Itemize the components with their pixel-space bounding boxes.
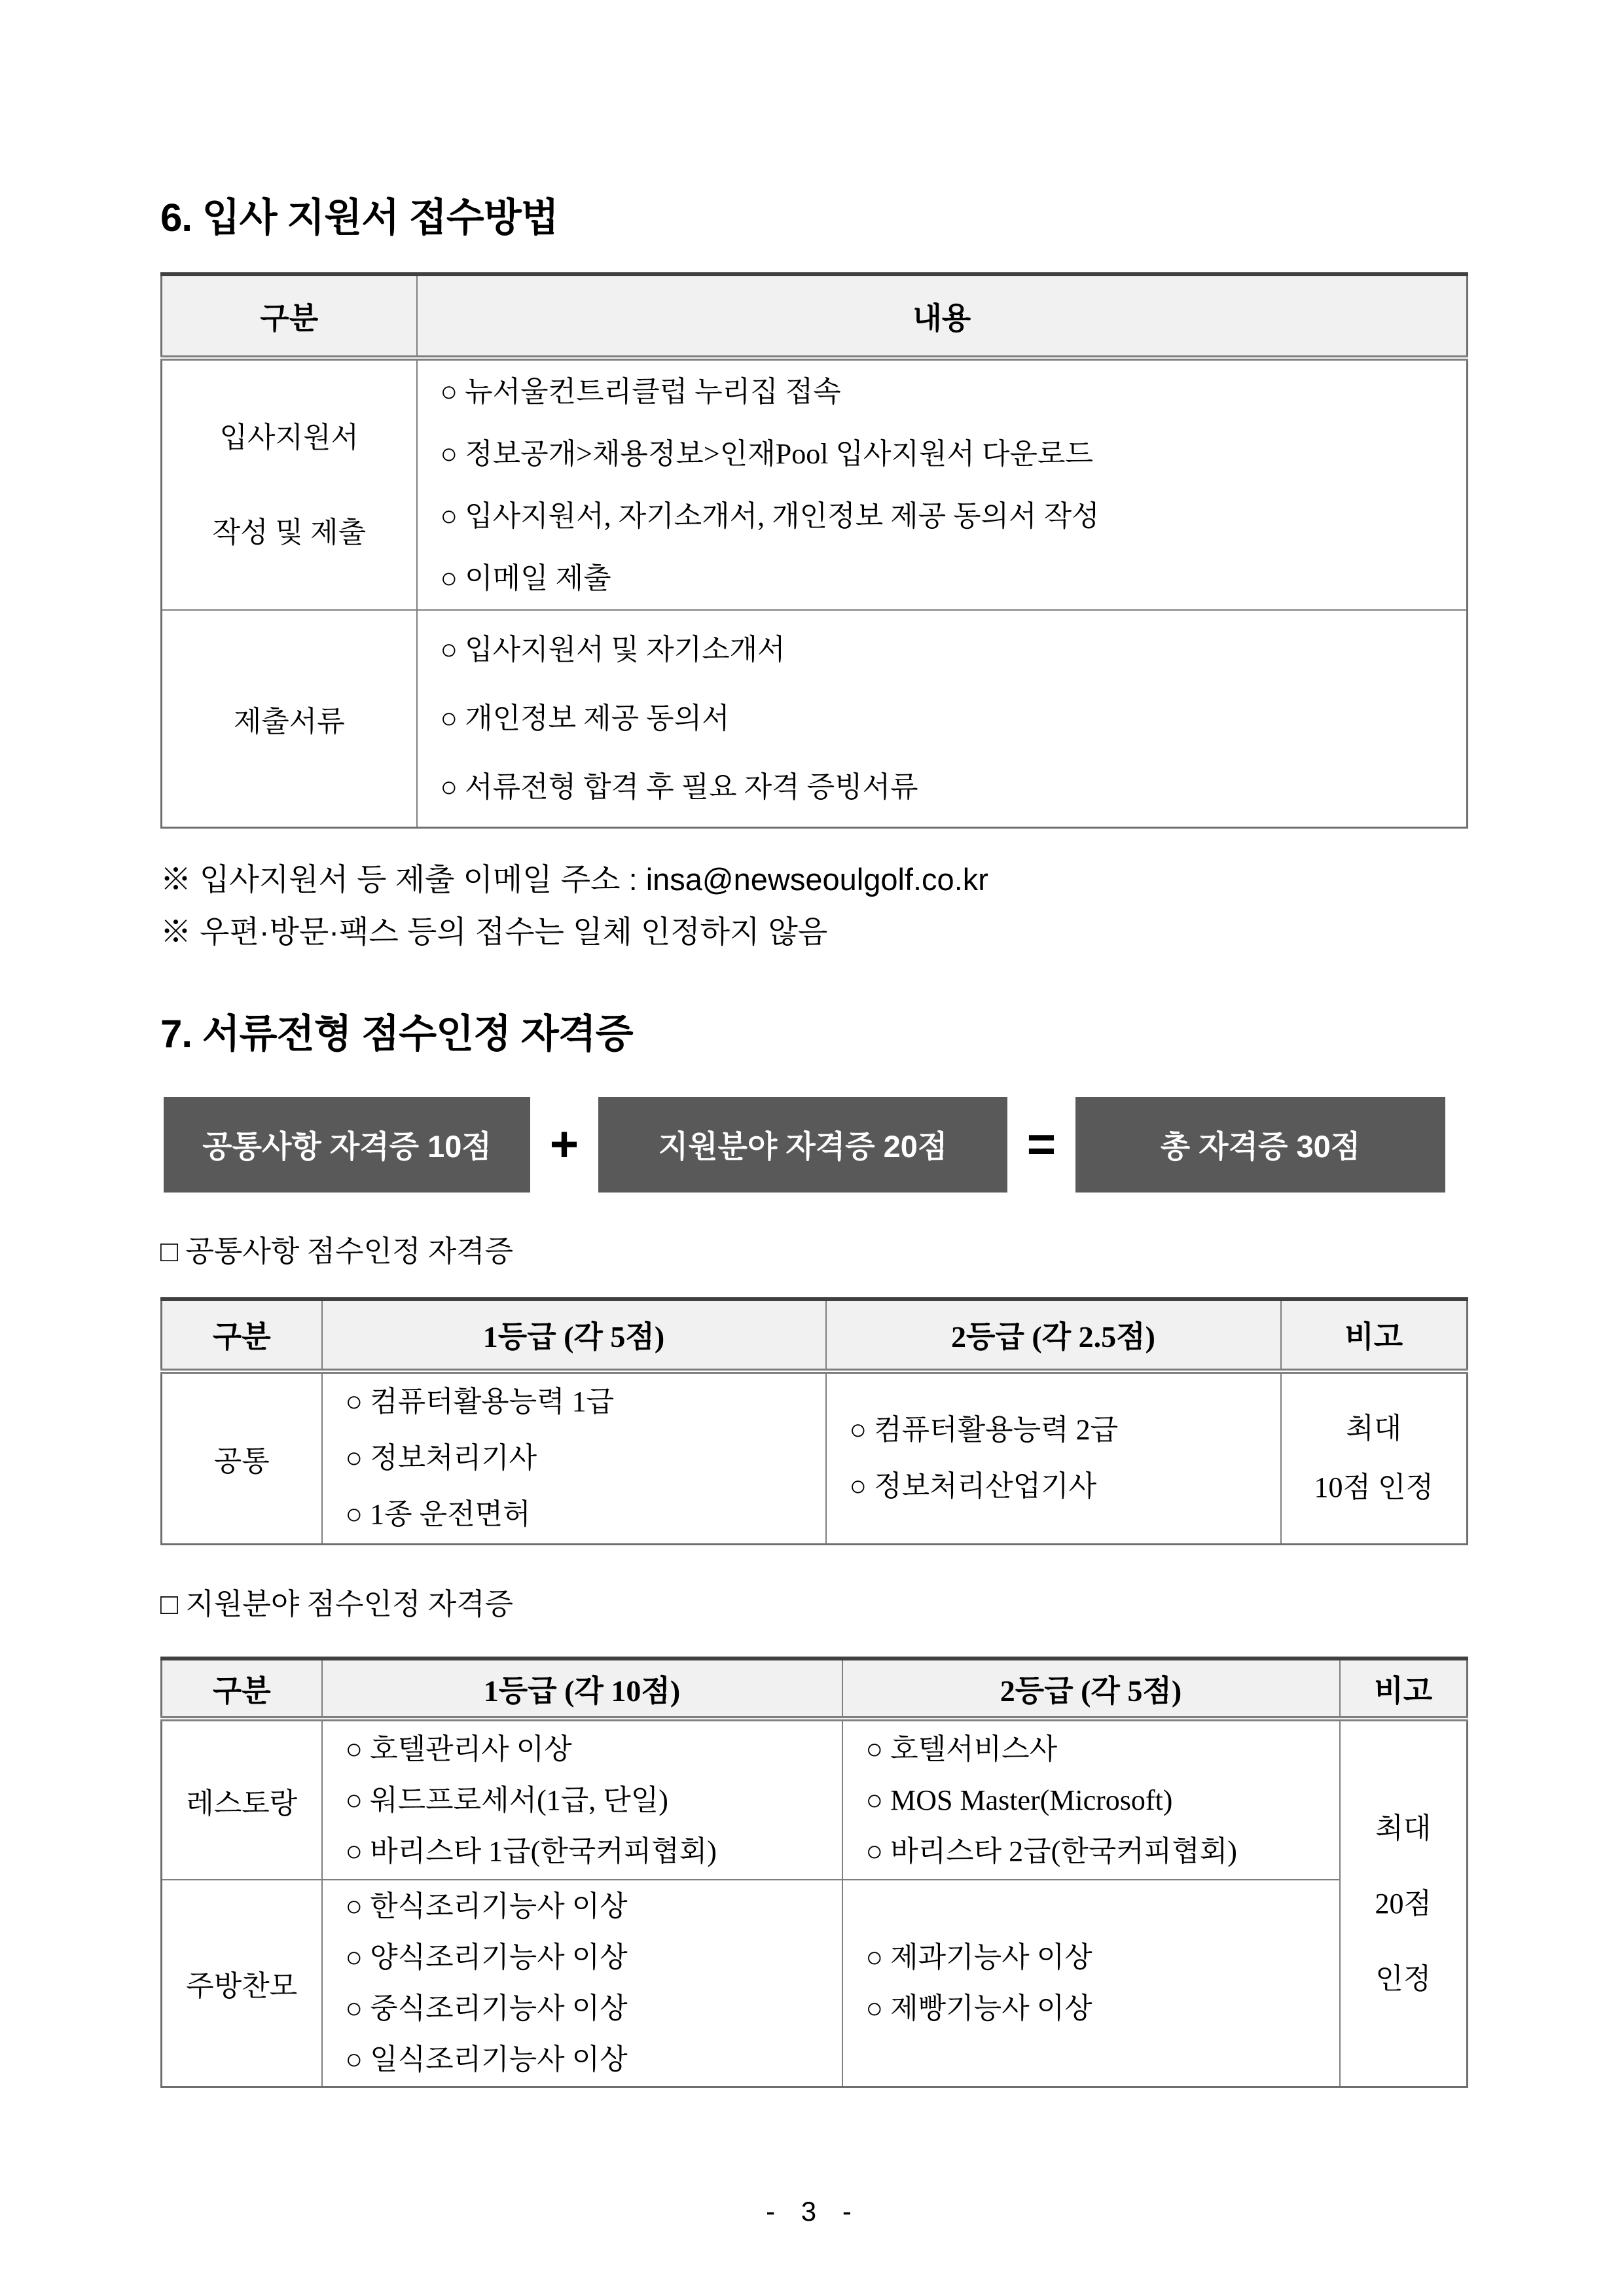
table-header-row [162,1659,1468,1719]
bullet-item: ○ 컴퓨터활용능력 1급 [345,1386,615,1418]
grade1-cell [322,1719,842,1880]
bigo-line: 인정 [1375,1962,1432,1995]
table-row [162,358,1468,610]
row-label-line: 입사지원서 [219,422,359,454]
header-cell-gubun: 구분 [162,1659,322,1719]
bullet-item: ○ 1종 운전면허 [345,1498,531,1531]
table-row-restaurant [162,1719,1468,1880]
table-row [162,610,1468,827]
bullet-item: ○ 입사지원서 및 자기소개서 [440,634,785,666]
plus-operator: + [549,1117,579,1172]
row-label: 공통 [162,1371,322,1545]
common-cert-label: □ 공통사항 점수인정 자격증 [160,1234,514,1268]
field-cert-label: □ 지원분야 점수인정 자격증 [160,1588,514,1621]
bullet-item: ○ 호텔서비스사 [865,1732,1058,1765]
bullet-item: ○ 이메일 제출 [440,562,611,594]
table-row-kitchen [162,1880,1468,2087]
header-cell-naeyong: 내용 [417,274,1468,358]
row-label-line: 제출서류 [233,705,345,738]
bullet-item: ○ MOS Master(Microsoft) [865,1784,1173,1816]
notes-block [160,853,1466,958]
header-cell-grade1: 1등급 (각 5점) [322,1299,826,1371]
bigo-line: 20점 [1375,1887,1432,1920]
formula-box-total: 총 자격증 30점 [1075,1097,1445,1193]
table-header-row [162,1299,1468,1371]
section6-table [160,272,1468,829]
section6-title: 6. 입사 지원서 접수방법 [160,196,558,240]
row-label: 레스토랑 [162,1719,322,1880]
grade2-cell [842,1719,1340,1880]
header-cell-gubun: 구분 [162,274,417,358]
email-address: insa@newseoulgolf.co.kr [645,861,988,897]
header-cell-bigo: 비고 [1340,1659,1468,1719]
row-content [417,610,1468,827]
grade1-cell [322,1371,826,1545]
header-cell-grade2: 2등급 (각 2.5점) [826,1299,1281,1371]
row-content [417,358,1468,610]
bullet-item: ○ 정보처리기사 [345,1442,537,1475]
note-no-postal: ※ 우편·방문·팩스 등의 접수는 일체 인정하지 않음 [160,914,828,949]
header-cell-grade1: 1등급 (각 10점) [322,1659,842,1719]
row-label: 주방찬모 [162,1880,322,2087]
bullet-item: ○ 워드프로세서(1급, 단일) [345,1784,668,1816]
bullet-item: ○ 호텔관리사 이상 [345,1732,572,1765]
grade2-cell [826,1371,1281,1545]
bullet-item: ○ 일식조리기능사 이상 [345,2043,628,2075]
equals-operator: = [1026,1117,1056,1172]
bullet-item: ○ 컴퓨터활용능력 2급 [849,1414,1119,1446]
header-cell-grade2: 2등급 (각 5점) [842,1659,1340,1719]
grade2-cell [842,1880,1340,2087]
field-cert-table [160,1657,1468,2088]
certificate-score-formula [164,1097,1445,1193]
bullet-item: ○ 정보공개>채용정보>인재Pool 입사지원서 다운로드 [440,438,1093,470]
bigo-cell [1281,1371,1468,1545]
page-number: - 3 - [766,2195,861,2227]
grade1-cell [322,1880,842,2087]
formula-box-field: 지원분야 자격증 20점 [598,1097,1007,1193]
bullet-item: ○ 개인정보 제공 동의서 [440,702,730,735]
bullet-item: ○ 정보처리산업기사 [849,1470,1097,1503]
bigo-line: 10점 인정 [1314,1471,1434,1504]
table-header-row [162,274,1468,358]
formula-box-common: 공통사항 자격증 10점 [164,1097,530,1193]
bullet-item: ○ 바리스타 2급(한국커피협회) [865,1835,1237,1867]
bullet-item: ○ 서류전형 합격 후 필요 자격 증빙서류 [440,771,918,804]
bullet-item: ○ 뉴서울컨트리클럽 누리집 접속 [440,376,841,408]
common-cert-table [160,1297,1468,1546]
bigo-line: 최대 [1375,1812,1432,1844]
section7-title: 7. 서류전형 점수인정 자격증 [160,1011,633,1056]
bullet-item: ○ 바리스타 1급(한국커피협회) [345,1835,717,1867]
page-content [160,0,1466,2227]
bullet-item: ○ 제과기능사 이상 [865,1941,1092,1973]
table-row [162,1371,1468,1545]
header-cell-gubun: 구분 [162,1299,322,1371]
row-label [162,358,417,610]
bullet-item: ○ 한식조리기능사 이상 [345,1890,628,1922]
bullet-item: ○ 중식조리기능사 이상 [345,1992,628,2024]
bullet-item: ○ 입사지원서, 자기소개서, 개인정보 제공 동의서 작성 [440,500,1100,532]
bigo-line: 최대 [1346,1412,1402,1445]
bigo-cell [1340,1719,1468,2087]
row-label [162,610,417,827]
bullet-item: ○ 양식조리기능사 이상 [345,1941,628,1973]
note-email-prefix: ※ 입사지원서 등 제출 이메일 주소 : [160,861,646,897]
bullet-item: ○ 제빵기능사 이상 [865,1992,1092,2024]
header-cell-bigo: 비고 [1281,1299,1468,1371]
note-email [160,853,1466,906]
row-label-line: 작성 및 제출 [212,516,367,548]
